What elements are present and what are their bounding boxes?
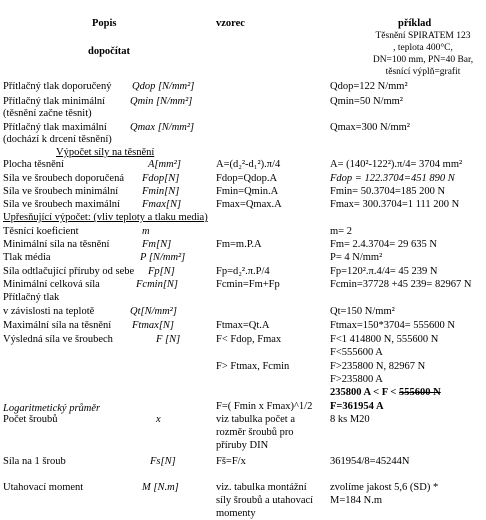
section-force-on-seal: Výpočet síly na těsnění [56, 147, 155, 158]
example-pressure: P= 4 N/mm² [330, 252, 383, 263]
example-qmax: Qmax=300 N/mm² [330, 122, 410, 133]
symbol-bolt-count: x [156, 414, 161, 425]
formula-force-per-bolt: Fš=F/x [216, 456, 246, 467]
formula-lower-bound: F> Ftmax, Fcmin [216, 361, 290, 372]
example-range-struck: 555600 N [399, 387, 441, 398]
example-lower-1: F>235800 N, 82967 N [330, 361, 426, 372]
formula-torque-1: viz. tabulka montážní [216, 482, 307, 493]
example-coefficient: m= 2 [330, 226, 352, 237]
example-fmax: Fmax= 300.3704=1 111 200 N [330, 199, 460, 210]
example-qmin: Qmin=50 N/mm² [330, 96, 403, 107]
symbol-qdop: Qdop [N/mm²] [132, 81, 195, 92]
example-fp: Fp=120².π.4/4= 45 239 N [330, 266, 438, 277]
desc-coefficient: Těsnící koeficient [3, 226, 79, 237]
desc-log-mean: Logaritmetický průměr [3, 403, 101, 414]
header-col-example: příklad [398, 18, 432, 29]
example-fcmin: Fcmin=37728 +45 239= 82967 N [330, 279, 472, 290]
desc-fp: Síla odtlačující příruby od sebe [3, 266, 135, 277]
formula-area: A=(d₂²-d₁²).π/4 [216, 159, 281, 170]
example-area: A= (140²-122²).π/4= 3704 mm² [330, 159, 463, 170]
example-qdop: Qdop=122 N/mm² [330, 81, 408, 92]
desc-qmin: Přítlačný tlak minimální [3, 96, 106, 107]
example-line-2: , teplota 400°C, [393, 43, 453, 53]
formula-fmax: Fmax=Qmax.A [216, 199, 282, 210]
example-log-mean: F=361954 A [330, 401, 384, 412]
desc-pressure: Tlak média [3, 252, 51, 263]
example-fm: Fm= 2.4.3704= 29 635 N [330, 239, 437, 250]
symbol-coefficient: m [142, 226, 150, 237]
formula-log-mean: F=( Fmin x Fmax)^1/2 [216, 401, 313, 412]
formula-fcmin: Fcmin=Fm+Fp [216, 279, 280, 290]
symbol-ftmax: Ftmax[N] [132, 320, 174, 331]
symbol-fm: Fm[N] [142, 239, 172, 250]
example-torque-2: M=184 N.m [330, 495, 383, 506]
desc-qt: Přítlačný tlak [3, 292, 60, 303]
header-to-compute: dopočítat [88, 46, 130, 57]
desc-fdop: Síla ve šroubech doporučená [3, 173, 125, 184]
formula-ftmax: Ftmax=Qt.A [216, 320, 270, 331]
symbol-area: A[mm²] [148, 159, 181, 170]
example-range [330, 387, 441, 398]
symbol-qmax: Qmax [N/mm²] [130, 122, 195, 133]
formula-upper-bound: F< Fdop, Fmax [216, 334, 282, 345]
formula-fm: Fm=m.P.A [216, 239, 262, 250]
symbol-force-per-bolt: Fs[N] [150, 456, 176, 467]
symbol-qt: Qt[N/mm²] [130, 306, 177, 317]
symbol-pressure: P [N/mm²] [140, 252, 186, 263]
example-ftmax: Ftmax=150*3704= 555600 N [330, 320, 456, 331]
desc-force-per-bolt: Síla na 1 šroub [3, 456, 66, 467]
header-col-description: Popis [92, 18, 117, 29]
desc-fm: Minimální síla na těsnění [3, 239, 110, 250]
example-line-3: DN=100 mm, PN=40 Bar, [372, 55, 474, 65]
example-bolt-count: 8 ks M20 [330, 414, 370, 425]
symbol-qmin: Qmin [N/mm²] [130, 96, 193, 107]
formula-bolt-count-3: příruby DIN [216, 440, 269, 451]
formula-torque-3: momenty [216, 508, 256, 519]
example-upper-2: F<555600 A [330, 347, 383, 358]
formula-fp: Fp=d₂².π.P/4 [216, 266, 270, 277]
formula-torque-2: síly šroubů a utahovací [216, 495, 314, 506]
desc-bolt-count: Počet šroubů [3, 414, 58, 425]
symbol-fcmin: Fcmin[N] [136, 279, 178, 290]
example-fmin: Fmin= 50.3704=185 200 N [330, 186, 446, 197]
desc-fmax: Síla ve šroubech maximální [3, 199, 120, 210]
example-lower-2: F>235800 A [330, 374, 383, 385]
example-upper-1: F<1 414800 N, 555600 N [330, 334, 439, 345]
desc-qdop: Přítlačný tlak doporučený [3, 81, 112, 92]
example-qt: Qt=150 N/mm² [330, 306, 395, 317]
desc-qmax: Přítlačný tlak maximální [3, 122, 107, 133]
symbol-fp: Fp[N] [148, 266, 175, 277]
desc-fmin: Síla ve šroubech minimální [3, 186, 119, 197]
symbol-fmax: Fmax[N] [142, 199, 182, 210]
desc-torque: Utahovací moment [3, 482, 84, 493]
header-col-formula: vzorec [216, 18, 245, 29]
desc-fcmin: Minimální celková síla [3, 279, 100, 290]
symbol-torque: M [N.m] [142, 482, 179, 493]
formula-fmin: Fmin=Qmin.A [216, 186, 279, 197]
example-line-4: těsnící výplň=grafit [385, 67, 461, 77]
example-torque-1: zvolíme jakost 5,6 (SD) * [330, 482, 439, 493]
symbol-fdop: Fdop[N] [142, 173, 180, 184]
symbol-result-force: F [N] [156, 334, 181, 345]
desc-result-force: Výsledná síla ve šroubech [3, 334, 113, 345]
desc-area: Plocha těsnění [3, 159, 64, 170]
desc-qt-note: v závislosti na teplotě [3, 306, 95, 317]
desc-qmin-note: (těsnění začne těsnit) [3, 108, 92, 119]
example-fdop: Fdop = 122.3704=451 890 N [330, 173, 455, 184]
symbol-fmin: Fmin[N] [142, 186, 180, 197]
desc-qmax-note: (dochází k drcení těsnění) [3, 134, 112, 145]
example-force-per-bolt: 361954/8=45244N [330, 456, 410, 467]
formula-bolt-count-1: viz tabulka počet a [216, 414, 296, 425]
formula-bolt-count-2: rozměr šroubů pro [216, 427, 294, 438]
example-range-text: 235800 A < F < [330, 387, 400, 398]
formula-fdop: Fdop=Qdop.A [216, 173, 278, 184]
desc-ftmax: Maximální síla na těsnění [3, 320, 112, 331]
example-line-1: Těsnění SPIRATEM 123 [375, 31, 471, 41]
section-refined-calculation: Upřesňující výpočet: (vliv teploty a tlaku media) [3, 212, 208, 223]
